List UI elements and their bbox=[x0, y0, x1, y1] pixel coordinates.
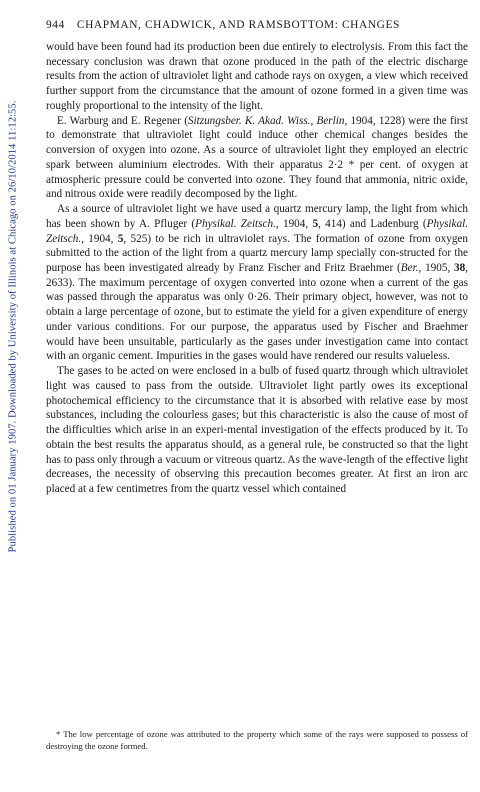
journal-citation: Physikal. Zeitsch., bbox=[195, 217, 279, 230]
text-line: received further support from the circumstance that the amount of bbox=[46, 70, 469, 98]
text-line: electrolysis. From this fact the necessary conclusion was drawn that bbox=[46, 41, 469, 68]
volume-number: 38 bbox=[454, 262, 466, 275]
text-line: ozone produced in the path of the electric discharge results from the bbox=[46, 55, 469, 83]
download-watermark bbox=[6, 46, 20, 606]
journal-citation: Ber., bbox=[400, 262, 422, 275]
text-line: ozone formed in a given time was roughly proportional to the intensity bbox=[46, 85, 469, 112]
text-line: of the light. bbox=[211, 99, 263, 112]
volume-number: 5 bbox=[312, 217, 319, 230]
text-line: would have been found had its production been due entirely to bbox=[46, 41, 329, 53]
paragraph-continued bbox=[46, 40, 468, 114]
text-run: 1904, bbox=[83, 232, 118, 245]
text-run: , 414) and Ladenburg ( bbox=[318, 217, 427, 230]
running-title: CHAPMAN, CHADWICK, AND RAMSBOTTOM: CHANGES bbox=[76, 19, 400, 31]
footnote bbox=[46, 728, 468, 753]
journal-citation: Sitzungsber. K. Akad. Wiss., Berlin, bbox=[187, 114, 348, 127]
journal-citation: Physikal. Zeitsch., bbox=[46, 217, 468, 245]
text-run: As a source of ultraviolet light we have used a quartz mercury lamp, the light from which has been shown by A. Pfluger ( bbox=[46, 203, 468, 230]
footnote-text: * The low percentage of ozone was attributed to the property which some of the rays were supposed to possess of destroying the ozone formed. bbox=[46, 729, 468, 752]
text-run: The gases to be acted on were enclosed in a bulb of fused quartz through which ultraviolet light was caused to pass from the outside. Ultraviolet light partly owes its exceptional photochemical efficiency to the circumstance that it is absorbed with relative ease by most substances, including the colourless gases; but this characteristic is also the cause of most of the difficulties which arise in an experi-mental investigation of the effects produced by it. To obtain the best results the apparatus should, as a general rule, be constructed so that the light has to pass only through a vacuum or vitreous quartz. As the wave-length of the effective light decreases, the necessity of observing this precaution becomes greater. At first an iron arc placed at a few centimetres from the quartz vessel which contained bbox=[46, 365, 469, 496]
download-watermark-text: Published on 01 January 1907. Downloaded by University of Illinois at Chicago on 26/10/2014 11:12:55. bbox=[7, 100, 19, 552]
page-number: 944 bbox=[46, 19, 65, 31]
paragraph-mercury-lamp bbox=[46, 202, 468, 364]
text-run: , 2633). The maximum percentage of oxygen converted into ozone when a current of the gas was passed through the apparatus was only 0·26. Their primary object, however, was not to obtain a large percentage of ozone, but to estimate the yield for a given expenditure of energy under various conditions. For our purpose, the apparatus used by Fischer and Braehmer would have been unsuitable, particularly as the gases under investigation came into contact with an organic cement. Impurities in the gases would have rendered our results valueless. bbox=[46, 262, 469, 363]
article-body bbox=[46, 40, 468, 497]
text-run: , 525) to be rich in ultraviolet rays. The formation of ozone from oxygen submitted to the action of the light from a quartz mercury lamp specially con-structed for the purpose has been investigated already by Franz Fischer and Fritz Braehmer ( bbox=[46, 232, 468, 275]
text-run: E. Warburg and E. Regener ( bbox=[57, 114, 188, 127]
text-run: 1905, bbox=[421, 262, 455, 275]
text-run: 1904, 1228) were the first to demonstrate that ultraviolet light could induce other chemical changes besides the conversion of oxygen into ozone. As a source of ultraviolet light they employed an electric spark between aluminium electrodes. With their apparatus 2·2 * per cent. of oxygen at atmospheric pressure could be converted into ozone. They found that ammonia, nitric oxide, and nitrous oxide were readily decomposed by the light. bbox=[46, 114, 468, 201]
paragraph-warburg bbox=[46, 114, 468, 202]
text-line: action of ultraviolet light and cathode rays on oxygen, a view which bbox=[119, 70, 428, 83]
running-header bbox=[46, 19, 466, 35]
volume-number: 5 bbox=[117, 232, 124, 245]
paragraph-quartz-bulb bbox=[46, 364, 468, 497]
text-run: 1904, bbox=[278, 217, 313, 230]
